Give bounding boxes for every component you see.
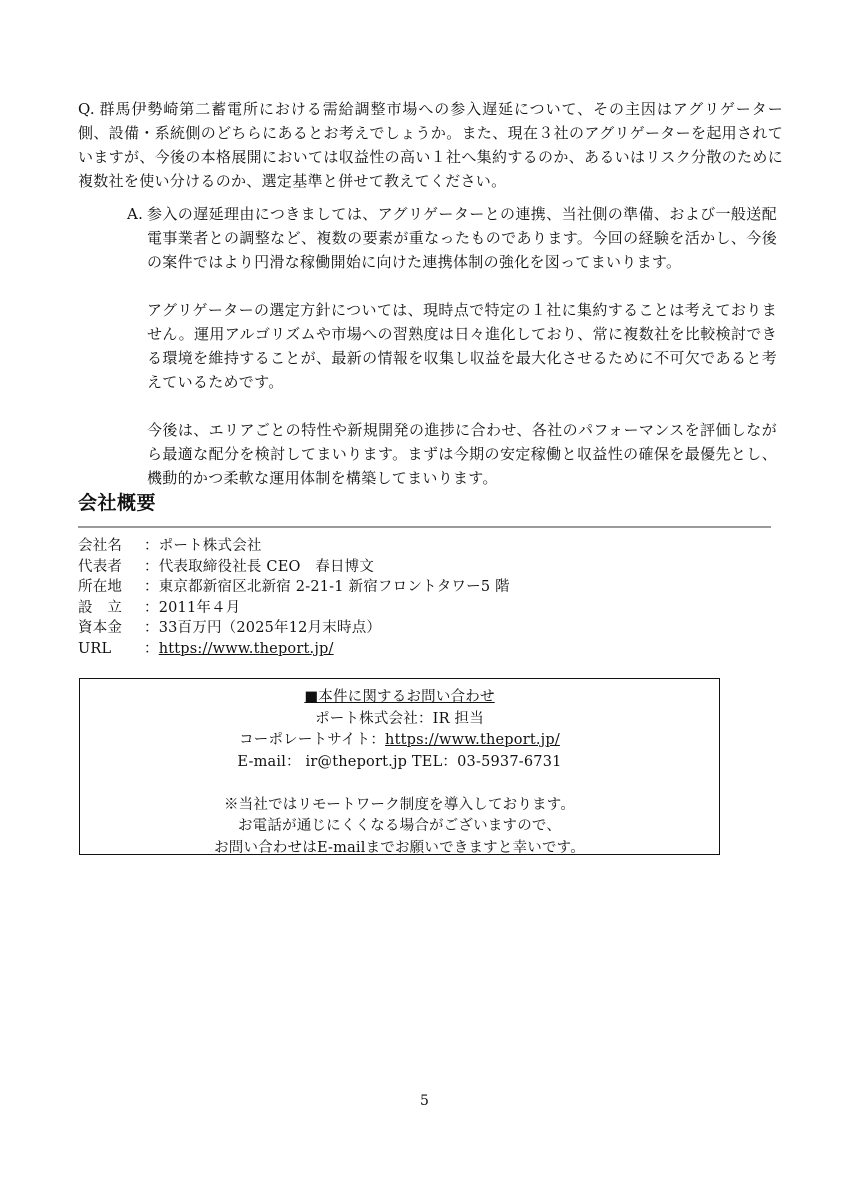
profile-row-address (78, 577, 771, 598)
question-block (78, 97, 783, 193)
contact-note-2: お電話が通じにくくなる場合がございますので、 (237, 818, 562, 834)
answer-paragraph-2: アグリゲーターの選定方針については、現時点で特定の１社に集約することは考えておりません。運用アルゴリズムや市場への習熟度は日々進化しており、常に複数社を比較検討できる環境を維持することが、最新の情報を収集し収益を最大化させるために不可欠であると考えているためです。 (147, 301, 777, 391)
contact-company: ポート株式会社：IR 担当 (315, 710, 484, 727)
contact-note-1: ※当社ではリモートワーク制度を導入しております。 (223, 796, 576, 813)
profile-separator: ： (144, 558, 159, 575)
contact-title: ■本件に関するお問い合わせ (304, 689, 495, 705)
profile-key: 所在地 (78, 579, 123, 595)
answer-label: A. (127, 205, 144, 223)
profile-key: URL (78, 640, 112, 657)
profile-key: 会社名 (78, 538, 123, 554)
profile-separator: ： (144, 599, 159, 616)
profile-row-capital (78, 618, 771, 639)
contact-box (79, 678, 720, 855)
profile-value: 33百万円（2025年12月末時点） (158, 620, 382, 636)
profile-key: 資本金 (78, 620, 123, 636)
profile-separator: ： (144, 579, 159, 595)
corporate-site-link[interactable]: https://www.theport.jp/ (385, 732, 560, 748)
question-text: 群馬伊勢崎第二蓄電所における需給調整市場への参入遅延について、その主因はアグリゲーター側、設備・系統側のどちらにあるとお考えでしょうか。また、現在３社のアグリゲーターを起用されていますが、今後の本格展開においては収益性の高い１社へ集約するのか、あるいはリスク分散のために複数社を使い分けるのか、選定基準と併せて教えてください。 (78, 100, 783, 190)
contact-note-3: お問い合わせはE-mailまでお願いできますと幸いです。 (214, 839, 585, 856)
profile-separator: ： (144, 620, 159, 636)
profile-key: 代表者 (78, 558, 123, 575)
profile-row-founded (78, 598, 771, 619)
profile-key: 設 立 (78, 599, 123, 616)
page-number: 5 (420, 1093, 429, 1109)
profile-value: 東京都新宿区北新宿 2-21-1 新宿フロントタワー5 階 (158, 579, 510, 595)
company-overview-heading: 会社概要 (78, 492, 157, 514)
answer-text-1: 参入の遅延理由につきましては、アグリゲーターとの連携、当社側の準備、および一般送配電事業者との調整など、複数の要素が重なったものであります。今回の経験を活かし、今後の案件ではより円滑な稼働開始に向けた連携体制の強化を図ってまいります。 (147, 205, 777, 271)
section-divider (78, 526, 771, 528)
profile-value: ポート株式会社 (158, 538, 262, 554)
profile-separator: ： (144, 640, 159, 657)
company-url-link[interactable]: https://www.theport.jp/ (158, 640, 334, 657)
answer-block (127, 202, 777, 514)
contact-site-prefix: コーポレートサイト： (239, 732, 386, 748)
contact-email-line: E-mail： ir@theport.jp TEL：03-5937-6731 (237, 753, 562, 770)
answer-paragraph-1 (127, 202, 777, 274)
contact-spacer (80, 773, 719, 795)
question-label: Q. (78, 100, 95, 118)
company-profile-list (78, 536, 771, 659)
profile-row-url (78, 639, 771, 660)
profile-value: 代表取締役社長 CEO 春日博文 (158, 558, 375, 575)
profile-row-name (78, 536, 771, 557)
contact-site-line (80, 730, 719, 752)
profile-row-representative (78, 557, 771, 578)
answer-paragraph-3: 今後は、エリアごとの特性や新規開発の進捗に合わせ、各社のパフォーマンスを評価しながら最適な配分を検討してまいります。まずは今期の安定稼働と収益性の確保を最優先とし、機動的かつ柔軟な運用体制を構築してまいります。 (147, 421, 777, 487)
profile-separator: ： (144, 538, 159, 554)
profile-value: 2011年４月 (158, 599, 241, 616)
